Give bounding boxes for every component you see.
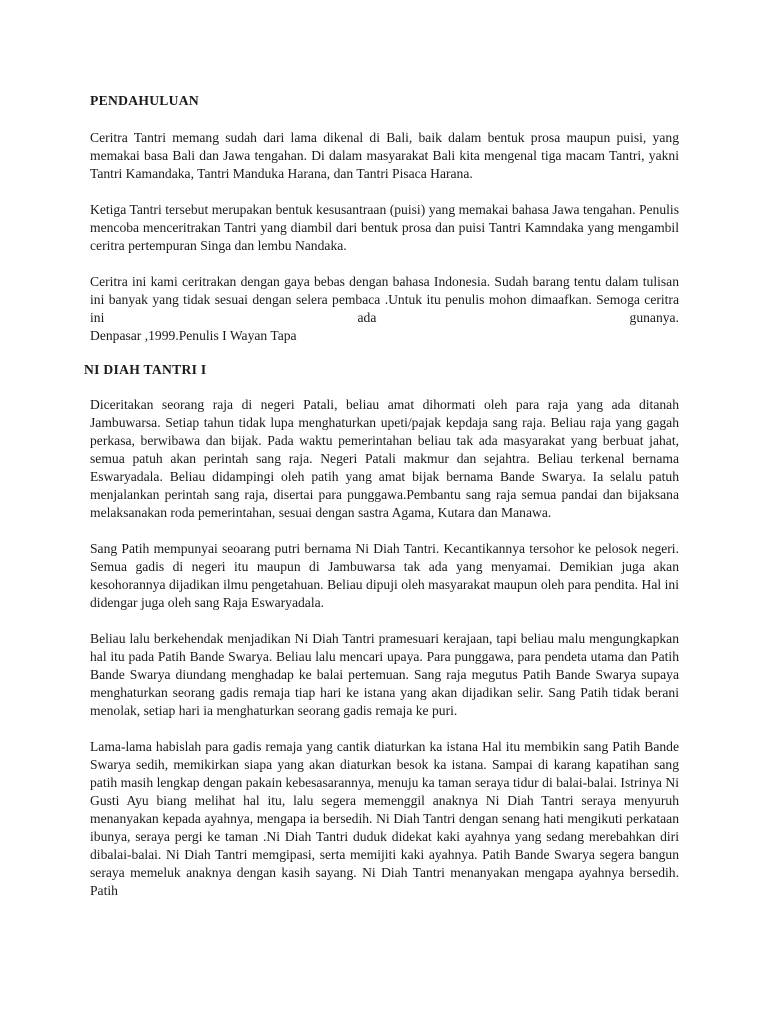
intro-paragraph-1: Ceritra Tantri memang sudah dari lama dikenal di Bali, baik dalam bentuk prosa maupun puisi, yang memakai basa Bali dan Jawa tengahan. Di dalam masyarakat Bali kita mengenal tiga macam Tantri, yakni Tantri Kamandaka, Tantri Manduka Harana, dan Tantri Pisaca Harana. [90,130,679,181]
intro-paragraph-2: Ketiga Tantri tersebut merupakan bentuk kesusantraan (puisi) yang memakai bahasa Jawa tengahan. Penulis mencoba menceritrakan Tantri yang diambil dari bentuk prosa dan puisi Tantri Kamndaka yang mengambil ceritra pertempuran Singa dan lembu Nandaka. [90,202,679,253]
document-body [84,92,679,900]
heading-pendahuluan: PENDAHULUAN [90,93,200,108]
signature-line: Denpasar ,1999.Penulis I Wayan Tapa [90,328,297,343]
story-paragraph-1: Diceritakan seorang raja di negeri Patali, beliau amat dihormati oleh para raja yang ada ditanah Jambuwarsa. Setiap tahun tidak lupa menghaturkan upeti/pajak kepdaja sang raja. Beliau raja yang gagah perkasa, berwibawa dan bijak. Pada waktu pemerintahan beliau tak ada masyarakat yang berbuat jahat, semua patuh akan perintah sang raja. Negeri Patali makmur dan sejahtra. Beliau terkenal bernama Eswaryadala. Beliau didampingi oleh patih yang amat bijak bernama Bande Swarya. Ia selalu patuh menjalankan perintah sang raja, disertai para punggawa.Pembantu sang raja semua pandai dan bijaksana melaksanakan roda pemerintahan, sesuai dengan sastra Agama, Kutara dan Manawa. [90,397,679,520]
story-paragraph-4: Lama-lama habislah para gadis remaja yang cantik diaturkan ka istana Hal itu membikin sang Patih Bande Swarya sedih, memikirkan siapa yang akan diaturkan besok ka istana. Sampai di karang kapatihan sang patih masih lengkap dengan pakain kebesasarannya, menuju ka taman seraya tidur di balai-balai. Istrinya Ni Gusti Ayu biang melihat hal itu, lalu segera memenggil anaknya Ni Diah Tantri seraya menyuruh menanyakan kepada ayahnya, mengapa ia bersedih. Ni Diah Tantri dengan senang hati mengikuti perkataan ibunya, seraya pergi ke taman .Ni Diah Tantri duduk didekat kaki ayahnya yang sedang merebahkan diri dibalai-balai. Ni Diah Tantri memgipasi, serta memijiti kaki ayahnya. Patih Bande Swarya segera bangun seraya memeluk anaknya dengan kasih sayang. Ni Diah Tantri menanyakan mengapa ayahnya bersedih. Patih [90,739,679,898]
story-paragraph-2: Sang Patih mempunyai seoarang putri bernama Ni Diah Tantri. Kecantikannya tersohor ke pelosok negeri. Semua gadis di negeri itu maupun di Jambuwarsa tak ada yang menyamai. Demikian juga akan kesohorannya dijadikan ilmu pengetahuan. Beliau dipuji oleh masyarakat maupun oleh para pendita. Hal ini didengar juga oleh sang Raja Eswaryadala. [90,541,679,610]
heading-ni-diah-tantri: NI DIAH TANTRI I [84,362,207,377]
intro-paragraph-3: Ceritra ini kami ceritrakan dengan gaya bebas dengan bahasa Indonesia. Sudah barang tentu dalam tulisan ini banyak yang tidak sesuai dengan selera pembaca .Untuk itu penulis mohon dimaafkan. Semoga ceritra ini ada gunanya. [90,274,679,325]
story-paragraph-3: Beliau lalu berkehendak menjadikan Ni Diah Tantri pramesuari kerajaan, tapi beliau malu mengungkapkan hal itu pada Patih Bande Swarya. Beliau lalu mencari upaya. Para punggawa, para pendeta utama dan Patih Bande Swarya diundang menghadap ke balai pertemuan. Sang raja megutus Patih Bande Swarya supaya menghaturkan seorang gadis remaja tiap hari ke istana yang akan dijadikan selir. Sang Patih tidak berani menolak, setiap hari ia menghaturkan seorang gadis remaja ke puri. [90,631,679,718]
